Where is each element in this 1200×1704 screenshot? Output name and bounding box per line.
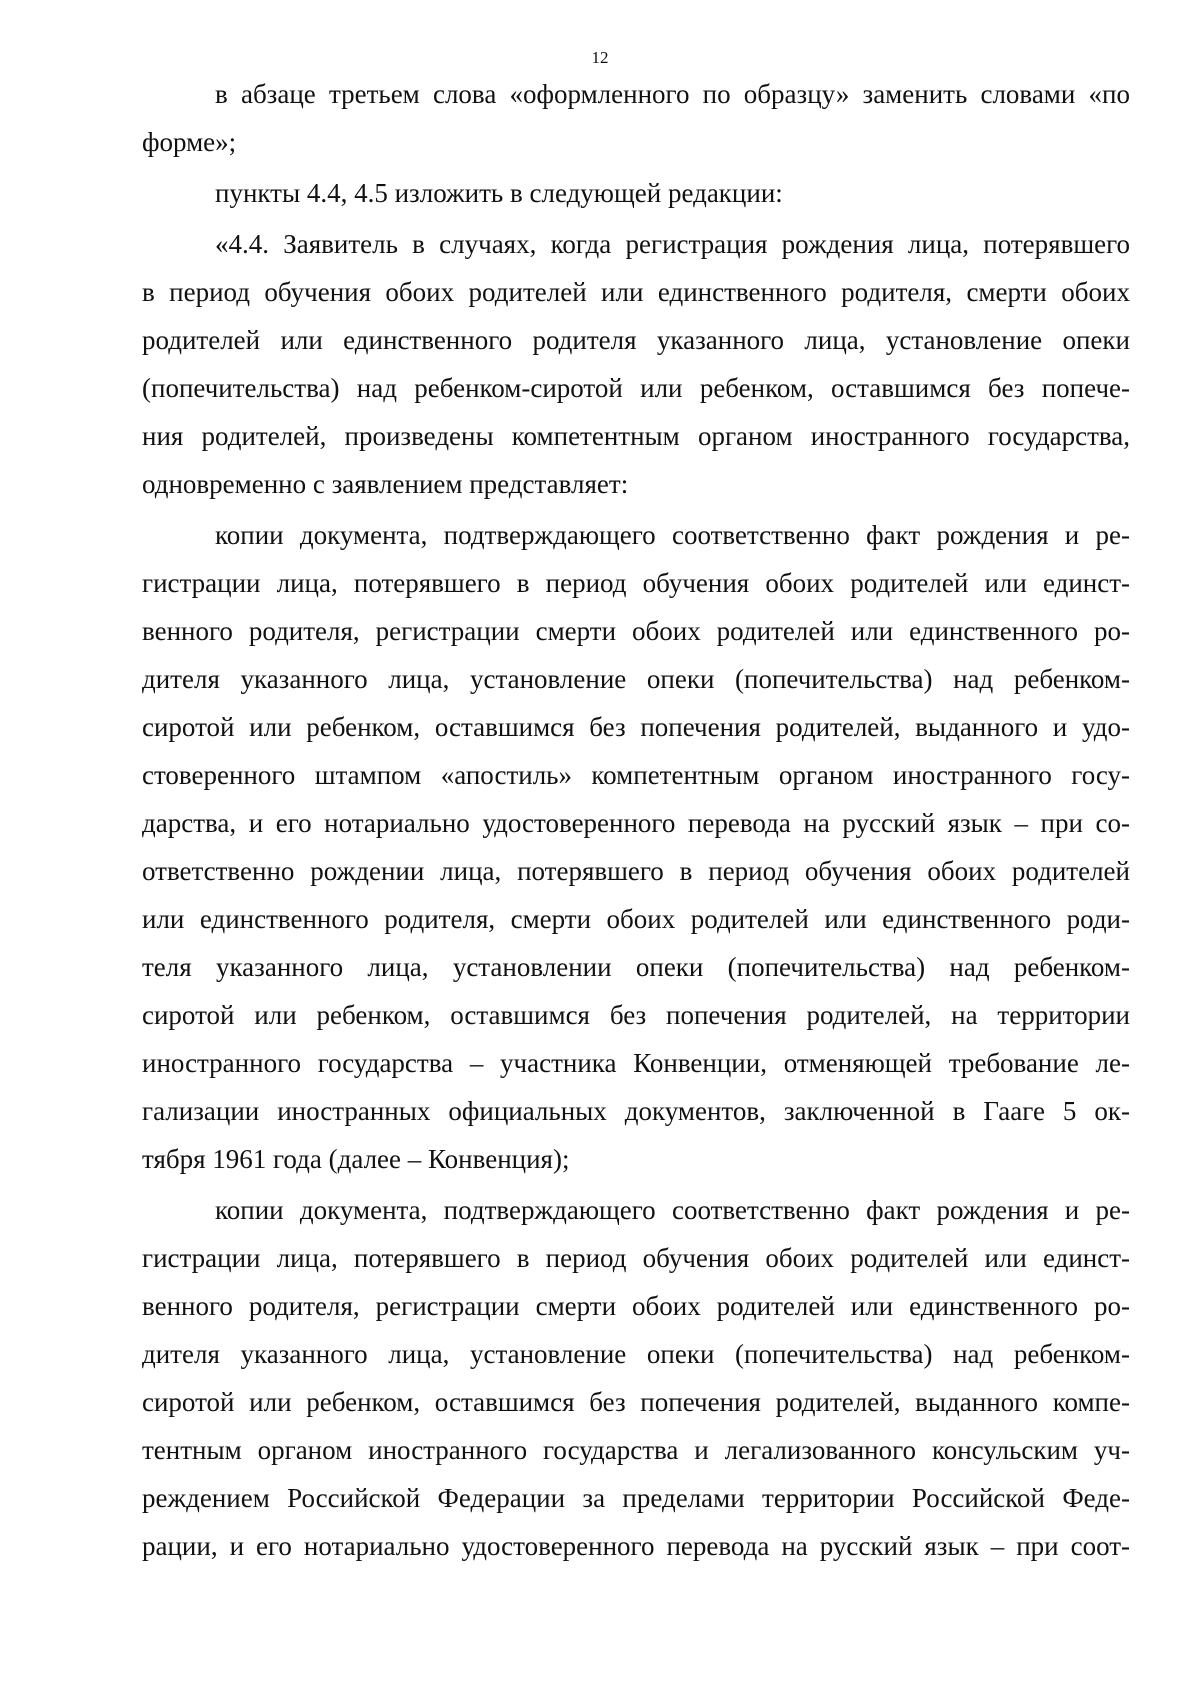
page-number: 12 [591,48,609,67]
text-line: ния родителей, произведены компетентным органом иностранного государства, [142,421,1130,451]
text-line: стоверенного штампом «апостиль» компетентным органом иностранного госу- [142,760,1130,790]
text-line: сиротой или ребенком, оставшимся без попечения родителей, на территории [142,1000,1130,1030]
text-line: родителей или единственного родителя указанного лица, установление опеки [142,325,1130,355]
text-line: рации, и его нотариально удостоверенного перевода на русский язык – при соот- [142,1531,1130,1561]
text-line: одновременно с заявлением представляет: [142,469,629,499]
text-line: сиротой или ребенком, оставшимся без попечения родителей, выданного компе- [142,1387,1130,1417]
text-line: (попечительства) над ребенком-сиротой или ребенком, оставшимся без попече- [142,373,1130,403]
text-line: копии документа, подтверждающего соответственно факт рождения и ре- [215,1195,1130,1225]
paragraph [142,169,1130,217]
text-line: иностранного государства – участника Конвенции, отменяющей требование ле- [142,1048,1130,1078]
text-line: гистрации лица, потерявшего в период обучения обоих родителей или единст- [142,568,1130,598]
text-line: сиротой или ребенком, оставшимся без попечения родителей, выданного и удо- [142,712,1130,742]
text-line: тентным органом иностранного государства и легализованного консульским уч- [142,1435,1130,1465]
text-line: тября 1961 года (далее – Конвенция); [142,1144,570,1174]
text-line: венного родителя, регистрации смерти обоих родителей или единственного ро- [142,616,1130,646]
text-line: ответственно рождении лица, потерявшего в период обучения обоих родителей [142,856,1130,886]
text-line: дителя указанного лица, установление опеки (попечительства) над ребенком- [142,1339,1130,1369]
paragraph [142,70,1130,166]
text-line: теля указанного лица, установлении опеки (попечительства) над ребенком- [142,952,1130,982]
paragraph [142,1186,1130,1570]
document-body [142,70,1130,1573]
text-line: пункты 4.4, 4.5 изложить в следующей редакции: [215,178,783,208]
text-line: копии документа, подтверждающего соответственно факт рождения и ре- [215,520,1130,550]
text-line: «4.4. Заявитель в случаях, когда регистрация рождения лица, потерявшего [215,229,1130,259]
text-line: или единственного родителя, смерти обоих родителей или единственного роди- [142,904,1130,934]
text-line: форме»; [142,127,237,157]
paragraph [142,511,1130,1183]
text-line: реждением Российской Федерации за пределами территории Российской Феде- [142,1483,1130,1513]
text-line: гистрации лица, потерявшего в период обучения обоих родителей или единст- [142,1243,1130,1273]
text-line: дителя указанного лица, установление опеки (попечительства) над ребенком- [142,664,1130,694]
text-line: дарства, и его нотариально удостоверенного перевода на русский язык – при со- [142,808,1130,838]
paragraph [142,220,1130,508]
text-line: в период обучения обоих родителей или единственного родителя, смерти обоих [142,277,1130,307]
text-line: венного родителя, регистрации смерти обоих родителей или единственного ро- [142,1291,1130,1321]
text-line: гализации иностранных официальных документов, заключенной в Гааге 5 ок- [142,1096,1130,1126]
text-line: в абзаце третьем слова «оформленного по образцу» заменить словами «по [215,79,1130,109]
